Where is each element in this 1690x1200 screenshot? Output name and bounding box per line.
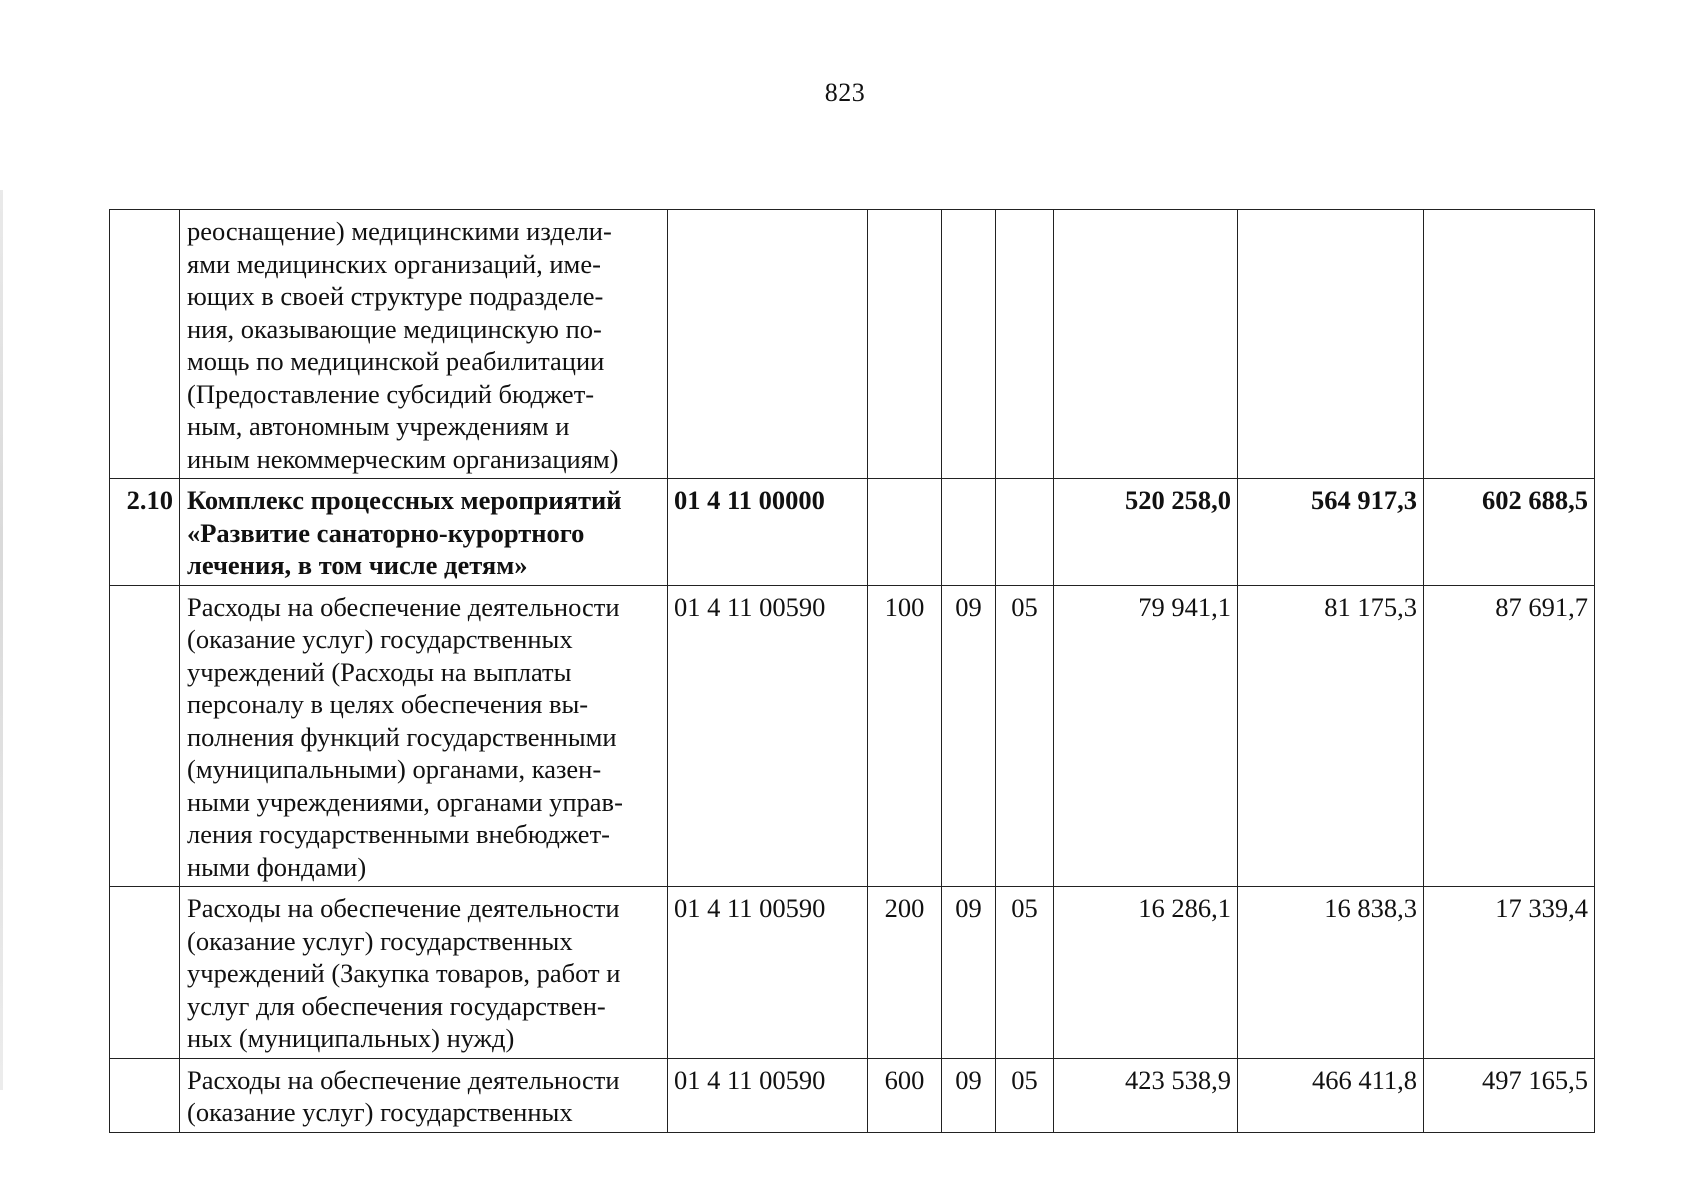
subsection-cell: 05: [996, 887, 1054, 1059]
row-number-cell: 2.10: [110, 479, 180, 586]
amount-year1-cell: 16 286,1: [1054, 887, 1238, 1059]
target-code-cell: 01 4 11 00590: [668, 887, 868, 1059]
section-cell: [942, 210, 996, 479]
amount-year3-cell: 497 165,5: [1424, 1058, 1595, 1132]
expense-type-cell: 100: [868, 585, 942, 887]
amount-year1-cell: 79 941,1: [1054, 585, 1238, 887]
amount-year1-cell: [1054, 210, 1238, 479]
section-cell: 09: [942, 1058, 996, 1132]
amount-year2-cell: [1238, 210, 1424, 479]
section-cell: 09: [942, 585, 996, 887]
row-number-cell: [110, 887, 180, 1059]
section-cell: [942, 479, 996, 586]
amount-year3-cell: 17 339,4: [1424, 887, 1595, 1059]
expense-type-cell: [868, 479, 942, 586]
description-cell: Расходы на обеспечение деятельности (оказание услуг) государственных: [180, 1058, 668, 1132]
page-number: 823: [824, 78, 866, 107]
amount-year2-cell: 466 411,8: [1238, 1058, 1424, 1132]
table-row: [110, 210, 1595, 479]
description-cell: Расходы на обеспечение деятельности (оказание услуг) государственных учреждений (Закупка товаров, работ и услуг для обеспечения государствен- ных (муниципальных) нужд): [180, 887, 668, 1059]
table-row: [110, 887, 1595, 1059]
amount-year1-cell: 423 538,9: [1054, 1058, 1238, 1132]
row-number-cell: [110, 585, 180, 887]
table-row: [110, 1058, 1595, 1132]
amount-year2-cell: 81 175,3: [1238, 585, 1424, 887]
target-code-cell: 01 4 11 00000: [668, 479, 868, 586]
target-code-cell: [668, 210, 868, 479]
amount-year2-cell: 564 917,3: [1238, 479, 1424, 586]
amount-year3-cell: 602 688,5: [1424, 479, 1595, 586]
budget-table: [109, 209, 1595, 1133]
amount-year1-cell: 520 258,0: [1054, 479, 1238, 586]
expense-type-cell: 200: [868, 887, 942, 1059]
amount-year3-cell: 87 691,7: [1424, 585, 1595, 887]
scan-edge-shadow: [0, 190, 3, 1090]
expense-type-cell: 600: [868, 1058, 942, 1132]
table-row-subtotal: [110, 479, 1595, 586]
row-number-cell: [110, 1058, 180, 1132]
row-number-cell: [110, 210, 180, 479]
description-cell: Комплекс процессных мероприятий «Развитие санаторно-курортного лечения, в том числе детям»: [180, 479, 668, 586]
subsection-cell: 05: [996, 1058, 1054, 1132]
subsection-cell: [996, 210, 1054, 479]
section-cell: 09: [942, 887, 996, 1059]
subsection-cell: 05: [996, 585, 1054, 887]
amount-year3-cell: [1424, 210, 1595, 479]
target-code-cell: 01 4 11 00590: [668, 585, 868, 887]
amount-year2-cell: 16 838,3: [1238, 887, 1424, 1059]
subsection-cell: [996, 479, 1054, 586]
target-code-cell: 01 4 11 00590: [668, 1058, 868, 1132]
expense-type-cell: [868, 210, 942, 479]
table-row: [110, 585, 1595, 887]
description-cell: реоснащение) медицинскими издели- ями медицинских организаций, име- ющих в своей структуре подразделе- ния, оказывающие медицинскую по- мощь по медицинской реабилитации (Предоставление субсидий бюджет- ным, автономным учреждениям и иным некоммерческим организациям): [180, 210, 668, 479]
description-cell: Расходы на обеспечение деятельности (оказание услуг) государственных учреждений (Расходы на выплаты персоналу в целях обеспечения вы- полнения функций государственными (муниципальными) органами, казен- ными учреждениями, органами управ- ления государственными внебюджет- ными фондами): [180, 585, 668, 887]
